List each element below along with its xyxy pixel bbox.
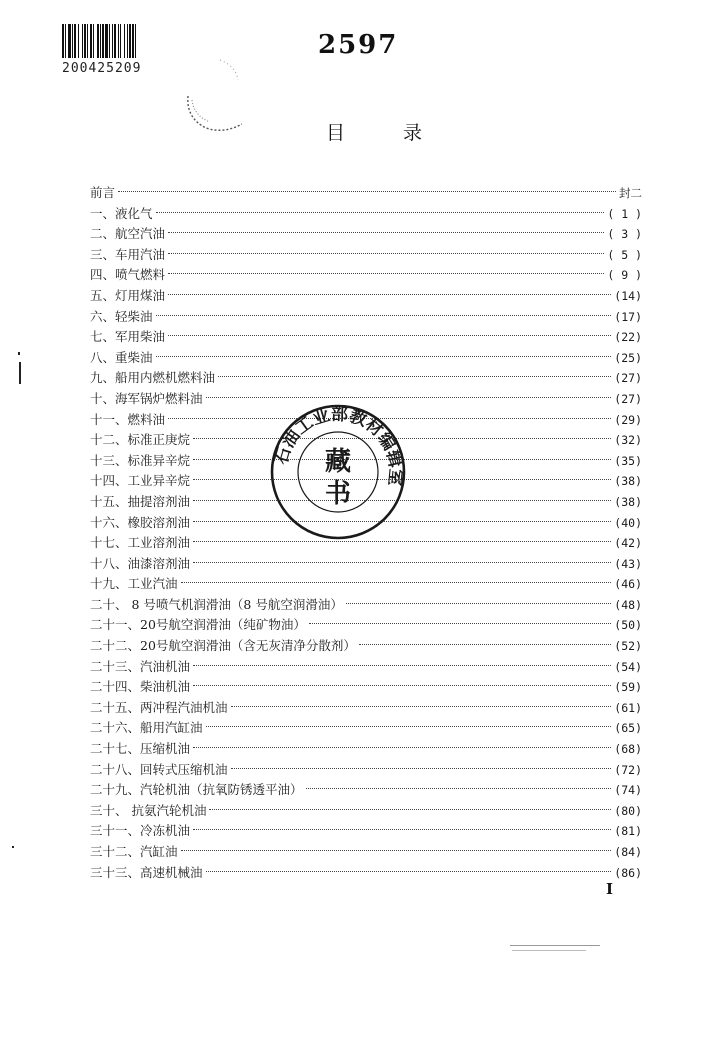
toc-entry-page: (61) [614,700,642,715]
toc-entry-page: (74) [614,783,642,798]
toc-entry-label: 十六、橡胶溶剂油 [90,514,191,530]
toc-leader-dots [209,789,611,810]
toc-entry-label: 十一、燃料油 [90,411,166,427]
scan-artifact [512,950,586,951]
margin-mark [12,846,14,848]
toc-entry-page: (29) [614,412,642,427]
toc-entry-label: 六、轻柴油 [90,308,153,324]
toc-entry-label: 二十八、回转式压缩机油 [90,761,228,777]
barcode [62,24,214,58]
toc-entry-label: 二十七、压缩机油 [90,741,191,757]
toc-leader-dots [193,727,611,748]
toc-entry-page: (80) [614,803,642,818]
toc-leader-dots [359,624,611,645]
toc-entry-page: (43) [614,556,642,571]
toc-entry-page: (68) [614,742,642,757]
toc-entry-page: 封二 [619,186,642,200]
toc-entry-label: 八、重柴油 [90,349,153,365]
toc-entry-page: (84) [614,845,642,859]
toc-entry-page: (81) [614,824,642,839]
toc-entry-label: 二十四、柴油机油 [90,679,191,695]
library-stamp [268,402,408,542]
toc-entry-page: ( 5 ) [607,247,642,262]
toc-entry-label: 十九、工业汽油 [90,576,178,592]
toc-entry-label: 二、航空汽油 [90,226,166,242]
toc-entry-label: 十、海军锅炉燃料油 [90,390,203,406]
toc-leader-dots [193,645,611,666]
stamp-ring-text: 石油工业部教材编辑室 [271,404,406,487]
toc-entry-page: (22) [614,330,642,345]
toc-entry-label: 十二、标准正庚烷 [90,432,191,448]
toc-leader-dots [156,295,612,316]
toc-leader-dots [193,542,611,563]
toc-entry-page: (14) [614,288,642,303]
toc-entry-page: (38) [614,494,642,509]
margin-mark [18,352,20,355]
toc-entry-page: ( 3 ) [607,227,642,242]
toc-entry-label: 三十一、冷冻机油 [90,823,191,839]
toc-leader-dots [193,665,611,686]
toc-leader-dots [193,809,611,830]
toc-entry-page: (32) [614,433,642,448]
page-number-top: 2597 [318,30,399,60]
margin-mark [19,362,21,384]
toc-entry-label: 二十六、船用汽缸油 [90,720,203,736]
toc-entry-page: (27) [614,371,642,386]
toc-entry-label: 一、液化气 [90,205,153,221]
stamp-center-top: 藏 [324,447,352,477]
toc-entry-page: (46) [614,577,642,592]
toc-entry-label: 二十二、20号航空润滑油（含无灰清净分散剂） [90,638,356,654]
toc-leader-dots [181,562,612,583]
toc-leader-dots [231,686,612,707]
toc-entry-label: 七、军用柴油 [90,329,166,345]
toc-entry-label: 三十二、汽缸油 [90,844,178,859]
toc-entry-page: (72) [614,762,642,777]
toc-leader-dots [156,192,605,213]
toc-entry-page: (35) [614,453,642,468]
scan-artifact [510,945,600,946]
barcode-number: 200425209 [62,61,142,76]
toc-entry-page: (38) [614,474,642,489]
toc-entry-page: ( 1 ) [607,206,642,221]
toc-leader-dots [118,171,616,192]
toc-entry-page: (50) [614,618,642,633]
toc-leader-dots [168,315,611,336]
toc-leader-dots [168,233,604,254]
toc-entry-page: (25) [614,350,642,365]
toc-entry-page: (40) [614,515,642,530]
ink-smudge [180,56,250,136]
toc-entry-page: (17) [614,309,642,324]
toc-entry-page: (65) [614,721,642,736]
toc-leader-dots [206,706,612,727]
toc-entry-label: 九、船用内燃机燃料油 [90,370,216,386]
toc-leader-dots [168,253,604,274]
toc-entry-label: 三十、 抗氨汽轮机油 [90,802,207,818]
toc-entry-label: 十五、抽提溶剂油 [90,493,191,509]
toc-leader-dots [168,274,611,295]
toc-entry-label: 二十一、20号航空润滑油（纯矿物油） [90,617,306,633]
toc-entry-label: 十八、油漆溶剂油 [90,555,191,571]
toc-leader-dots [181,830,612,851]
toc-entry-page: (86) [614,865,642,880]
barcode-bar [136,24,138,58]
toc-entry-label: 三十三、高速机械油 [90,864,203,880]
toc-leader-dots [218,356,611,377]
toc-entry-label: 二十五、两冲程汽油机油 [90,699,228,715]
toc-leader-dots [306,768,612,789]
toc-leader-dots [309,603,611,624]
toc-entry-label: 三、车用汽油 [90,246,166,262]
toc-entry-page: (42) [614,536,642,551]
toc-leader-dots [206,851,612,872]
toc-entry-label: 十四、工业异辛烷 [90,473,191,489]
toc-entry-label: 二十三、汽油机油 [90,658,191,674]
page-number-roman: I [606,880,614,898]
toc-entry-label: 二十九、汽轮机油（抗氧防锈透平油） [90,782,303,798]
toc-leader-dots [231,748,612,769]
toc-leader-dots [156,336,612,357]
page-title: 目 录 [326,122,449,144]
toc-entry-label: 十七、工业溶剂油 [90,535,191,551]
toc-entry-label: 四、喷气燃料 [90,267,166,283]
toc-entry-page: (48) [614,597,642,612]
toc-entry-page: (59) [614,680,642,695]
toc-entry-page: ( 9 ) [607,268,642,283]
toc-leader-dots [206,377,612,398]
toc-entry-label: 二十、 8 号喷气机润滑油（8 号航空润滑油） [90,596,343,612]
toc-leader-dots [168,212,604,233]
toc-entry-page: (27) [614,391,642,406]
toc-entry-page: (52) [614,639,642,654]
toc-entry-label: 十三、标准异辛烷 [90,452,191,468]
toc-entry-label: 前言 [90,185,116,200]
toc-entry-label: 五、灯用煤油 [90,287,166,303]
toc-leader-dots [346,583,611,604]
stamp-center-bottom: 书 [324,479,352,509]
toc-entry-page: (54) [614,659,642,674]
